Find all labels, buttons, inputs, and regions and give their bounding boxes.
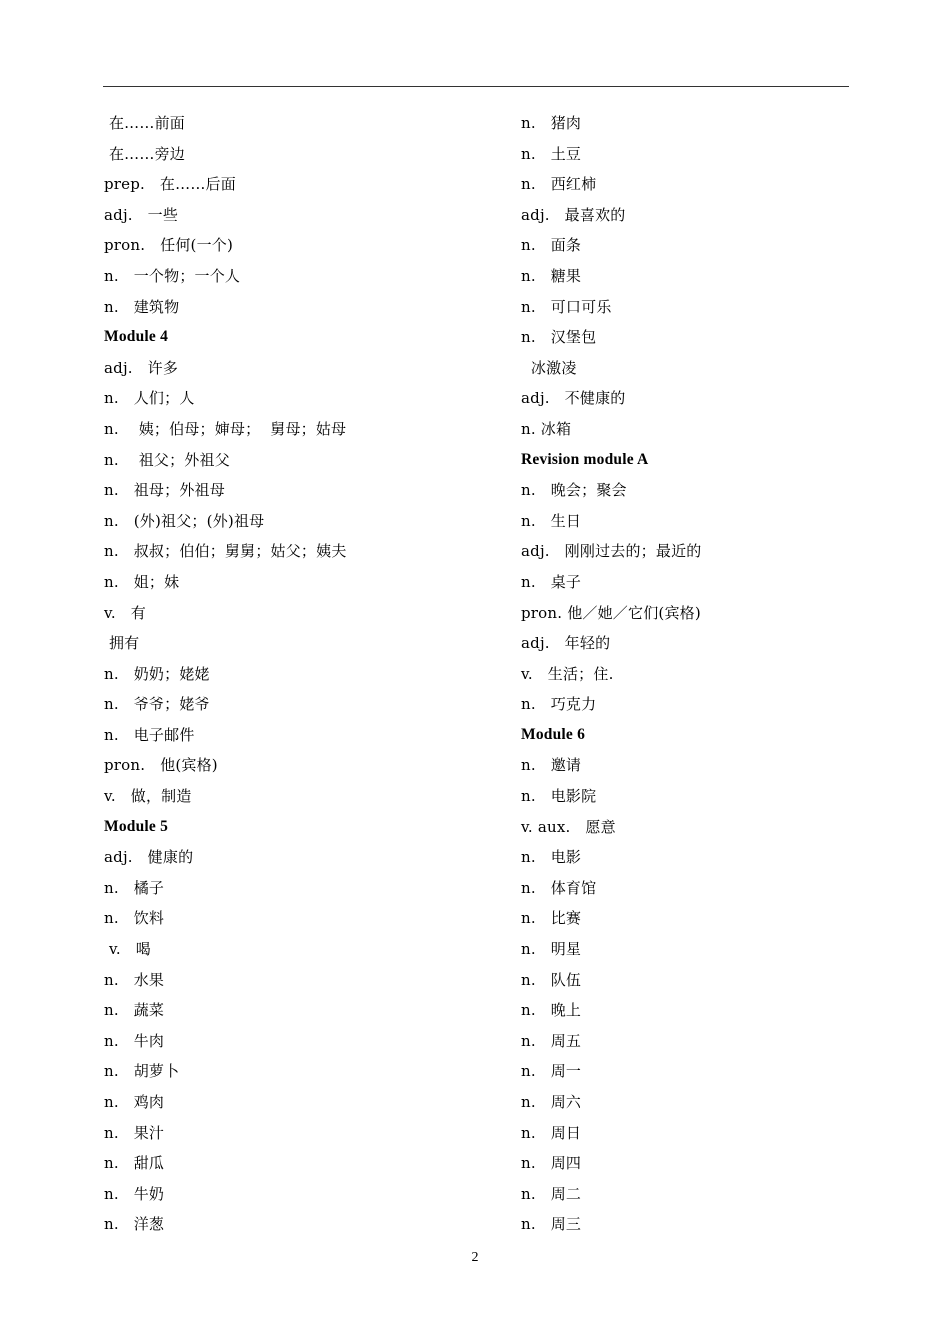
vocab-entry: adj. 最喜欢的 [521, 205, 626, 224]
vocab-entry: n. 队伍 [521, 970, 582, 989]
vocab-entry: pron. 他(宾格) [104, 756, 218, 775]
vocab-entry: n. 周四 [521, 1154, 582, 1173]
vocab-entry: n. 巧克力 [521, 695, 597, 714]
vocab-entry: n. 叔叔；伯伯；舅舅；姑父；姨夫 [104, 542, 347, 561]
vocab-entry: n. 周日 [521, 1123, 582, 1142]
vocab-entry: n. 洋葱 [104, 1215, 165, 1234]
vocab-entry: n. 饮料 [104, 909, 165, 928]
vocab-entry: n. 牛肉 [104, 1031, 165, 1050]
vocab-entry: n. 橘子 [104, 878, 165, 897]
vocab-entry: n. 周一 [521, 1062, 582, 1081]
vocab-entry: n. (外)祖父；(外)祖母 [104, 511, 265, 530]
right-column [521, 108, 901, 1240]
vocab-entry: n. 生日 [521, 511, 582, 530]
vocab-entry: adj. 不健康的 [521, 389, 626, 408]
vocab-entry: n. 邀请 [521, 756, 582, 775]
vocab-entry: n. 西红柿 [521, 175, 597, 194]
vocab-entry: n. 晚上 [521, 1001, 582, 1020]
vocab-entry: n. 蔬菜 [104, 1001, 165, 1020]
vocab-entry: n. 姨；伯母；婶母； 舅母；姑母 [104, 419, 347, 438]
vocab-entry: n. 甜瓜 [104, 1154, 165, 1173]
vocab-entry: n. 面条 [521, 236, 582, 255]
vocab-entry: n. 土豆 [521, 144, 582, 163]
vocab-entry: n. 周六 [521, 1093, 582, 1111]
module-heading: Module 4 [104, 328, 169, 346]
vocab-entry: prep. 在……后面 [104, 175, 236, 194]
vocab-entry: v. 喝 [104, 940, 151, 959]
vocab-entry: n. 桌子 [521, 572, 582, 591]
vocab-entry: n. 冰箱 [521, 419, 572, 438]
page-number: 2 [471, 1250, 479, 1265]
vocab-entry: v. aux. 愿意 [521, 817, 616, 836]
vocab-entry: n. 电子邮件 [104, 725, 195, 744]
vocab-entry: n. 汉堡包 [521, 328, 597, 347]
vocab-entry: n. 胡萝卜 [104, 1062, 180, 1081]
vocab-entry: n. 糖果 [521, 266, 582, 285]
vocab-entry: n. 爷爷；姥爷 [104, 695, 210, 714]
vocab-entry: n. 体育馆 [521, 878, 597, 897]
vocab-entry: v. 有 [104, 603, 146, 622]
vocab-entry: n. 牛奶 [104, 1184, 165, 1203]
vocab-entry: adj. 年轻的 [521, 634, 611, 653]
vocab-entry: n. 祖父；外祖父 [104, 450, 230, 469]
vocab-entry: 冰激凌 [521, 358, 577, 377]
vocab-entry: n. 可口可乐 [521, 297, 612, 316]
vocab-entry: n. 周二 [521, 1184, 582, 1203]
vocab-entry: n. 周五 [521, 1031, 582, 1050]
vocab-entry: n. 电影院 [521, 787, 597, 806]
vocab-entry: 拥有 [104, 634, 140, 653]
vocab-entry: n. 奶奶；姥姥 [104, 664, 210, 683]
header-rule [103, 86, 849, 87]
vocab-entry: pron. 他／她／它们(宾格) [521, 603, 701, 622]
vocab-entry: 在……前面 [104, 114, 185, 132]
vocab-entry: n. 祖母；外祖母 [104, 481, 225, 500]
vocab-entry: v. 生活；住. [521, 664, 614, 683]
vocab-entry: n. 鸡肉 [104, 1093, 165, 1111]
vocab-entry: n. 一个物；一个人 [104, 266, 241, 285]
vocab-entry: adj. 刚刚过去的；最近的 [521, 542, 702, 561]
vocab-entry: adj. 一些 [104, 205, 179, 224]
vocab-entry: n. 晚会；聚会 [521, 481, 627, 500]
module-heading: Module 5 [104, 817, 169, 835]
vocab-entry: pron. 任何(一个) [104, 236, 234, 255]
left-column [104, 108, 484, 1240]
vocab-entry: adj. 健康的 [104, 848, 194, 867]
vocab-entry: n. 建筑物 [104, 297, 180, 316]
vocab-entry: n. 水果 [104, 970, 165, 989]
vocab-entry: n. 比赛 [521, 909, 582, 928]
vocab-entry: v. 做，制造 [104, 787, 192, 806]
vocab-entry: adj. 许多 [104, 358, 179, 377]
vocab-entry: n. 电影 [521, 848, 582, 867]
vocab-entry: n. 周三 [521, 1215, 582, 1234]
vocab-entry: n. 姐；妹 [104, 572, 180, 591]
vocab-entry: n. 人们；人 [104, 389, 195, 408]
vocab-entry: n. 明星 [521, 940, 582, 959]
vocab-entry: 在……旁边 [104, 144, 185, 163]
vocab-entry: n. 果汁 [104, 1123, 165, 1142]
module-heading: Module 6 [521, 725, 586, 743]
vocab-entry: n. 猪肉 [521, 114, 582, 132]
module-heading: Revision module A [521, 450, 649, 468]
